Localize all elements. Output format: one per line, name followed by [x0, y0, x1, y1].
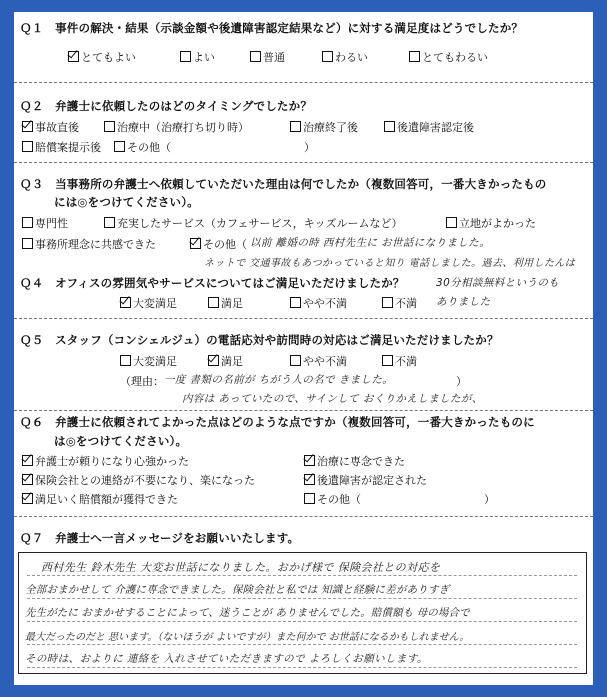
checkbox-icon [304, 493, 315, 504]
message-rule [27, 598, 577, 599]
checkbox-icon [208, 297, 219, 308]
q6-option-compensation[interactable]: 満足いく賠償額が獲得できた [22, 491, 178, 507]
questionnaire-sheet [14, 12, 593, 685]
q6-title-cont: は◎をつけてください）。 [54, 434, 188, 448]
q5-option-satisfied[interactable]: 満足 [208, 353, 243, 369]
message-line-5: その時は、およりに 連絡を 入れさせていただきますので よろしくお願いします。 [25, 653, 428, 665]
q4-option-very-satisfied[interactable]: 大変満足 [120, 295, 177, 311]
message-line-3: 先生がたに おまかせすることによって、迷うことが ありませんでした。賠償額も 母の場合で [25, 607, 470, 619]
checkbox-icon [22, 141, 33, 152]
message-line-4: 最大だったのだと 思います。（ないほうが よいですが）また何かで お世話になるかもしれません。 [25, 632, 470, 643]
q4-handwritten-2: ありました [436, 296, 491, 308]
q6-option-other[interactable]: その他（ [304, 491, 361, 507]
q5-handwritten-1: 一度 書類の名前が ちがう人の名で きました。 [164, 374, 394, 386]
checkbox-icon [120, 297, 131, 308]
checkbox-icon [22, 474, 33, 485]
q4-handwritten-1: 30分相談無料というのも [436, 277, 560, 289]
q2-option-after-treatment[interactable]: 治療終了後 [290, 119, 358, 135]
divider [14, 162, 593, 163]
checkbox-icon [304, 455, 315, 466]
checkbox-icon [322, 51, 333, 62]
q6-option-certified[interactable]: 後遺障害が認定された [304, 472, 427, 488]
checkbox-icon [22, 455, 33, 466]
checkbox-icon [382, 297, 393, 308]
checkbox-icon [22, 493, 33, 504]
checkbox-icon [68, 51, 79, 62]
q2-option-other[interactable]: その他（ [114, 139, 171, 155]
q1-option-good[interactable]: よい [180, 49, 215, 65]
checkbox-icon [22, 238, 33, 249]
q2-option-during-treatment[interactable]: 治療中（治療打ち切り時） [104, 119, 249, 135]
checkbox-icon [382, 355, 393, 366]
message-rule [27, 667, 577, 668]
q3-option-expertise[interactable]: 専門性 [22, 215, 68, 231]
checkbox-icon [104, 217, 115, 228]
q4-option-dissatisfied[interactable]: 不満 [382, 295, 417, 311]
checkbox-icon [22, 121, 33, 132]
checkbox-icon [304, 474, 315, 485]
checkbox-icon [250, 51, 261, 62]
message-rule [27, 575, 577, 576]
message-line-1: 西村先生 鈴木先生 大変お世話になりました。おかげ様で 保険会社との対応を [41, 561, 441, 574]
q3-handwritten-1: 以前 離婚の時 西村先生に お世話になりました。 [250, 237, 491, 249]
q1-title: Ｑ１ 事件の解決・結果（示談金額や後遺障害認定結果など）に対する満足度はどうでしたか？ [20, 21, 524, 35]
q3-option-location[interactable]: 立地がよかった [446, 215, 536, 231]
q6-option-reliable[interactable]: 弁護士が頼りになり心強かった [22, 453, 189, 469]
checkbox-icon [180, 51, 191, 62]
divider [14, 410, 593, 411]
q5-reason-label: （理由： [120, 375, 164, 388]
checkbox-icon [208, 355, 219, 366]
q3-option-service[interactable]: 充実したサービス（カフェサービス，キッズルームなど） [104, 215, 403, 231]
q1-option-very-bad[interactable]: とてもわるい [409, 49, 488, 65]
q5-option-very-satisfied[interactable]: 大変満足 [120, 353, 177, 369]
q3-title: Ｑ３ 当事務所の弁護士へ依頼していただいた理由は何でしたか（複数回答可，一番大きかったもの [20, 177, 547, 191]
q5-option-dissatisfied[interactable]: 不満 [382, 353, 417, 369]
message-rule [27, 644, 577, 645]
q1-option-normal[interactable]: 普通 [250, 49, 285, 65]
q6-option-no-insurer-contact[interactable]: 保険会社との連絡が不要になり、楽になった [22, 472, 255, 488]
q5-title: Ｑ５ スタッフ（コンシェルジュ）の電話応対や訪問時の対応はご満足いただけましたか？ [20, 333, 499, 347]
checkbox-icon [114, 141, 125, 152]
q5-handwritten-2: 内容は あっていたので、サインして おくりかえしましたが、 [182, 393, 483, 405]
q4-option-satisfied[interactable]: 満足 [208, 295, 243, 311]
checkbox-icon [290, 355, 301, 366]
q5-option-somewhat-dissatisfied[interactable]: やや不満 [290, 353, 347, 369]
checkbox-icon [409, 51, 420, 62]
checkbox-icon [290, 297, 301, 308]
q2-option-just-after-accident[interactable]: 事故直後 [22, 119, 79, 135]
checkbox-icon [120, 355, 131, 366]
checkbox-icon [446, 217, 457, 228]
q1-option-bad[interactable]: わるい [322, 49, 368, 65]
q3-handwritten-2: ネットで 交通事故もあつかっていると知り 電話しました。過去、利用したんは [204, 258, 576, 269]
message-line-2: 全部おまかせして 介護に専念できました。保険会社と私では 知識と経験に差がありすぎ [25, 584, 450, 596]
checkbox-icon [290, 121, 301, 132]
q5-reason-close: ） [456, 375, 467, 388]
q6-option-focus-treatment[interactable]: 治療に専念できた [304, 453, 405, 469]
q3-option-other[interactable]: その他（ [190, 236, 247, 252]
q1-option-very-good[interactable]: とてもよい [68, 49, 136, 65]
q6-other-close: ） [484, 493, 495, 506]
divider [14, 318, 593, 319]
message-box[interactable] [18, 552, 587, 674]
divider [14, 82, 593, 83]
checkbox-icon [384, 121, 395, 132]
q2-option-after-certification[interactable]: 後遺障害認定後 [384, 119, 474, 135]
checkbox-icon [22, 217, 33, 228]
q3-option-philosophy[interactable]: 事務所理念に共感できた [22, 236, 156, 252]
q7-title: Ｑ７ 弁護士へ一言メッセージをお願いいたします。 [20, 531, 300, 545]
q2-title: Ｑ２ 弁護士に依頼したのはどのタイミングでしたか？ [20, 99, 313, 113]
q2-other-close: ） [304, 141, 315, 154]
q4-title: Ｑ４ オフィスの雰囲気やサービスについてはご満足いただけましたか？ [20, 276, 405, 290]
q4-option-somewhat-dissatisfied[interactable]: やや不満 [290, 295, 347, 311]
q2-option-after-proposal[interactable]: 賠償案提示後 [22, 139, 101, 155]
divider [14, 516, 593, 517]
checkbox-icon [104, 121, 115, 132]
message-rule [27, 621, 577, 622]
checkbox-icon [190, 238, 201, 249]
q3-title-cont: には◎をつけてください）。 [54, 195, 199, 209]
q6-title: Ｑ６ 弁護士に依頼されてよかった点はどのような点ですか（複数回答可，一番大きかったものに [20, 415, 535, 429]
